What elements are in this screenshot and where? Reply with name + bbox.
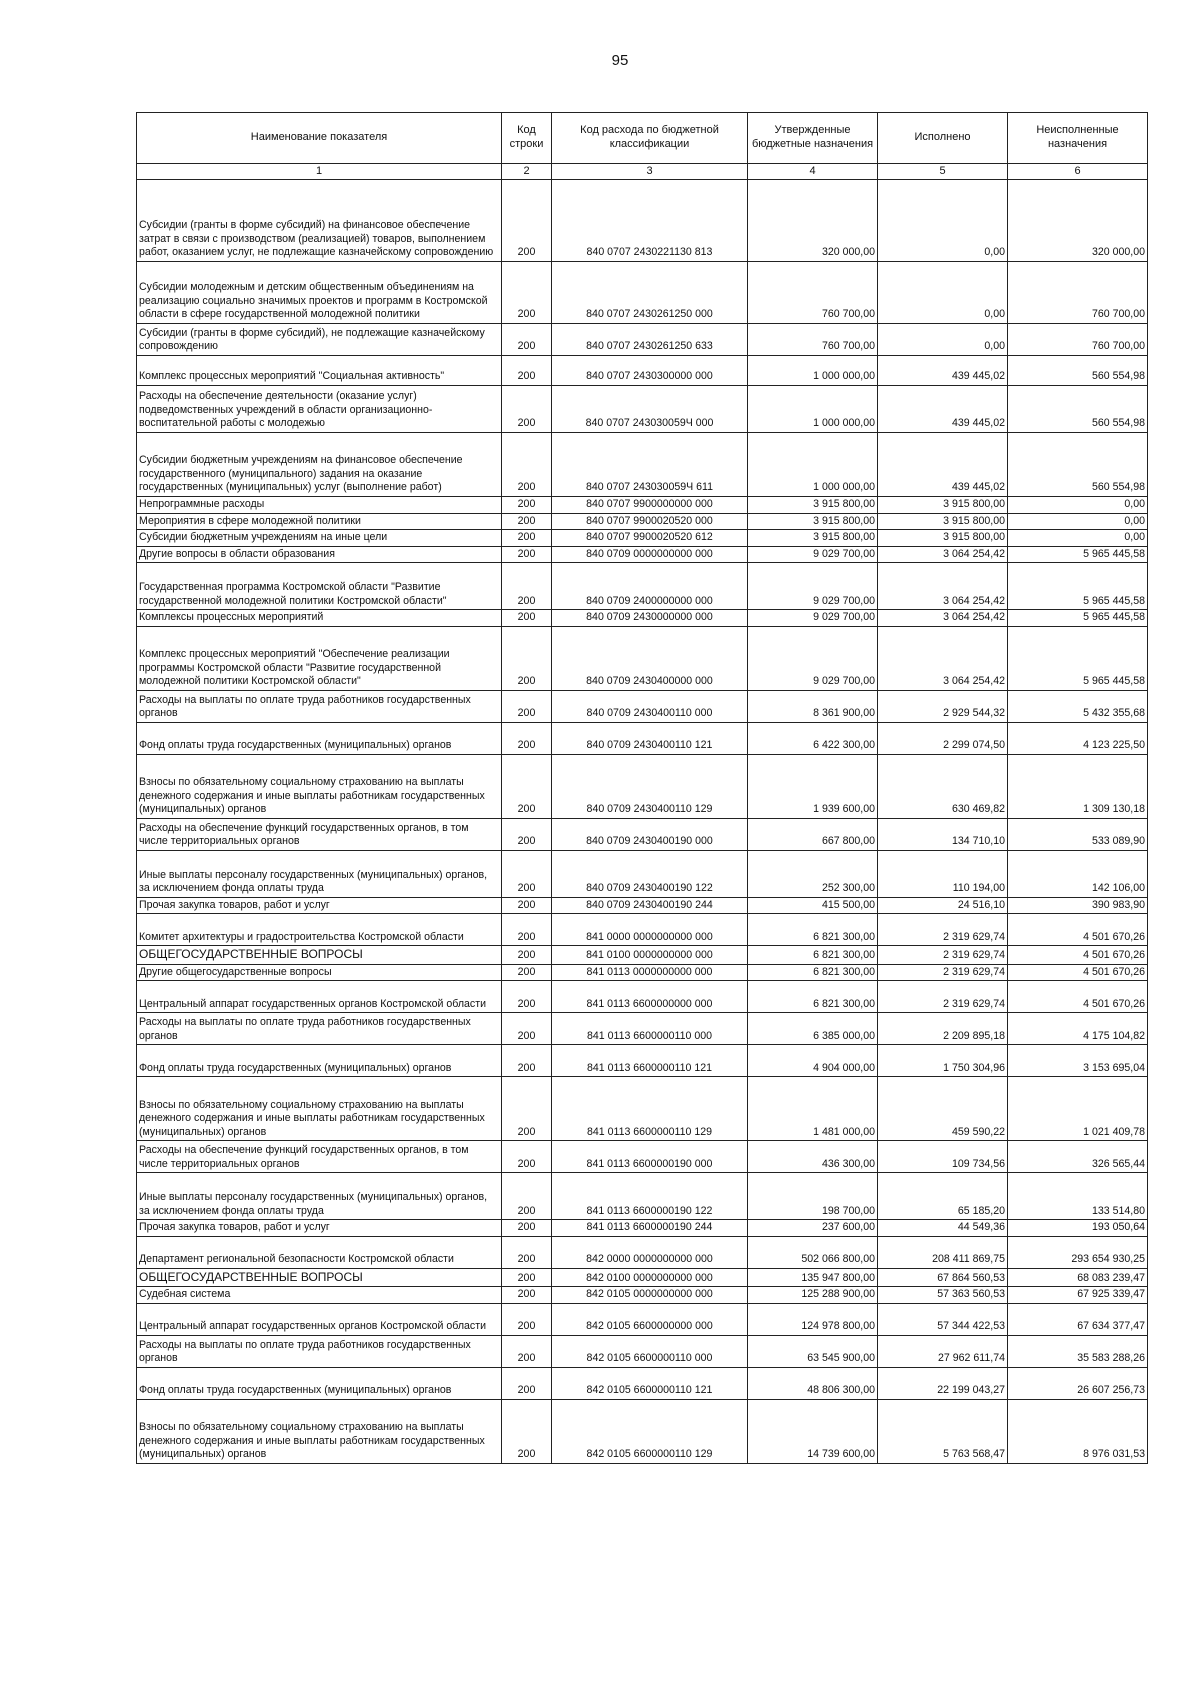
table-cell-approved: 6 422 300,00 [748, 722, 878, 754]
table-row [137, 324, 1148, 356]
table-cell-executed: 3 915 800,00 [878, 513, 1008, 530]
table-cell-classification-code: 841 0113 6600000000 000 [552, 981, 748, 1013]
table-cell-unexecuted: 0,00 [1008, 530, 1148, 547]
table-cell-unexecuted: 293 654 930,25 [1008, 1236, 1148, 1268]
table-cell-classification-code: 841 0113 6600000110 121 [552, 1045, 748, 1077]
table-row [137, 722, 1148, 754]
table-cell-line-code: 200 [502, 1303, 552, 1335]
table-row [137, 1335, 1148, 1367]
table-row [137, 1013, 1148, 1045]
table-cell-name: Субсидии (гранты в форме субсидий), не подлежащие казначейскому сопровождению [137, 324, 502, 356]
table-row [137, 914, 1148, 946]
table-cell-unexecuted: 1 309 130,18 [1008, 754, 1148, 818]
table-cell-name: Непрограммные расходы [137, 497, 502, 514]
table-cell-classification-code: 840 0709 2430400110 000 [552, 690, 748, 722]
table-row [137, 850, 1148, 897]
table-cell-approved: 4 904 000,00 [748, 1045, 878, 1077]
table-cell-executed: 44 549,36 [878, 1220, 1008, 1237]
table-cell-unexecuted: 4 501 670,26 [1008, 914, 1148, 946]
table-cell-approved: 9 029 700,00 [748, 610, 878, 627]
table-row [137, 1045, 1148, 1077]
table-cell-classification-code: 840 0709 0000000000 000 [552, 546, 748, 563]
col-number: 3 [552, 164, 748, 180]
table-row [137, 1287, 1148, 1304]
table-cell-classification-code: 841 0113 0000000000 000 [552, 964, 748, 981]
table-row [137, 1367, 1148, 1399]
table-row [137, 690, 1148, 722]
table-cell-executed: 22 199 043,27 [878, 1367, 1008, 1399]
table-cell-executed: 3 064 254,42 [878, 546, 1008, 563]
table-cell-unexecuted: 533 089,90 [1008, 818, 1148, 850]
table-cell-name: Фонд оплаты труда государственных (муниципальных) органов [137, 1367, 502, 1399]
table-cell-line-code: 200 [502, 546, 552, 563]
table-row [137, 626, 1148, 690]
table-cell-line-code: 200 [502, 850, 552, 897]
table-cell-unexecuted: 560 554,98 [1008, 433, 1148, 497]
table-cell-unexecuted: 5 432 355,68 [1008, 690, 1148, 722]
table-row [137, 180, 1148, 262]
table-cell-approved: 3 915 800,00 [748, 513, 878, 530]
table-cell-approved: 1 939 600,00 [748, 754, 878, 818]
table-cell-name: Расходы на обеспечение деятельности (оказание услуг) подведомственных учреждений в области организационно-воспитательной работы с молодежью [137, 386, 502, 433]
table-cell-approved: 667 800,00 [748, 818, 878, 850]
table-cell-unexecuted: 35 583 288,26 [1008, 1335, 1148, 1367]
table-cell-name: Фонд оплаты труда государственных (муниципальных) органов [137, 1045, 502, 1077]
table-cell-name: Департамент региональной безопасности Костромской области [137, 1236, 502, 1268]
table-cell-approved: 9 029 700,00 [748, 563, 878, 610]
table-cell-line-code: 200 [502, 1141, 552, 1173]
table-cell-unexecuted: 760 700,00 [1008, 262, 1148, 324]
table-cell-line-code: 200 [502, 1287, 552, 1304]
table-cell-name: Субсидии (гранты в форме субсидий) на финансовое обеспечение затрат в связи с производством (реализацией) товаров, выполнением работ, оказанием услуг, не подлежащие казначейскому сопровождению [137, 180, 502, 262]
table-cell-approved: 9 029 700,00 [748, 546, 878, 563]
table-cell-approved: 124 978 800,00 [748, 1303, 878, 1335]
table-cell-unexecuted: 8 976 031,53 [1008, 1399, 1148, 1463]
table-row [137, 964, 1148, 981]
col-header-name: Наименование показателя [137, 113, 502, 164]
table-cell-line-code: 200 [502, 914, 552, 946]
table-cell-unexecuted: 4 175 104,82 [1008, 1013, 1148, 1045]
table-cell-executed: 2 319 629,74 [878, 964, 1008, 981]
table-cell-classification-code: 840 0707 9900000000 000 [552, 497, 748, 514]
table-cell-line-code: 200 [502, 1335, 552, 1367]
table-cell-name: Иные выплаты персоналу государственных (муниципальных) органов, за исключением фонда оплаты труда [137, 1173, 502, 1220]
table-cell-approved: 6 385 000,00 [748, 1013, 878, 1045]
table-cell-unexecuted: 133 514,80 [1008, 1173, 1148, 1220]
table-cell-approved: 320 000,00 [748, 180, 878, 262]
table-cell-line-code: 200 [502, 818, 552, 850]
table-cell-classification-code: 841 0113 6600000190 244 [552, 1220, 748, 1237]
table-cell-name: Другие общегосударственные вопросы [137, 964, 502, 981]
table-cell-executed: 3 915 800,00 [878, 530, 1008, 547]
table-cell-name: Расходы на выплаты по оплате труда работников государственных органов [137, 1335, 502, 1367]
table-cell-line-code: 200 [502, 1077, 552, 1141]
table-cell-name: Комитет архитектуры и градостроительства Костромской области [137, 914, 502, 946]
table-cell-line-code: 200 [502, 981, 552, 1013]
table-cell-unexecuted: 68 083 239,47 [1008, 1268, 1148, 1286]
table-cell-executed: 2 319 629,74 [878, 914, 1008, 946]
table-cell-unexecuted: 560 554,98 [1008, 356, 1148, 386]
table-cell-approved: 125 288 900,00 [748, 1287, 878, 1304]
table-cell-executed: 3 064 254,42 [878, 610, 1008, 627]
table-cell-name: Прочая закупка товаров, работ и услуг [137, 1220, 502, 1237]
table-cell-unexecuted: 0,00 [1008, 513, 1148, 530]
col-number: 6 [1008, 164, 1148, 180]
table-cell-name: Комплексы процессных мероприятий [137, 610, 502, 627]
table-cell-executed: 2 319 629,74 [878, 981, 1008, 1013]
table-cell-classification-code: 840 0707 2430261250 633 [552, 324, 748, 356]
table-cell-line-code: 200 [502, 722, 552, 754]
table-cell-unexecuted: 4 501 670,26 [1008, 946, 1148, 964]
table-cell-unexecuted: 760 700,00 [1008, 324, 1148, 356]
table-cell-unexecuted: 5 965 445,58 [1008, 626, 1148, 690]
table-cell-name: Фонд оплаты труда государственных (муниципальных) органов [137, 722, 502, 754]
table-row [137, 497, 1148, 514]
table-cell-classification-code: 840 0709 2430400110 121 [552, 722, 748, 754]
table-cell-line-code: 200 [502, 530, 552, 547]
table-cell-approved: 8 361 900,00 [748, 690, 878, 722]
table-cell-classification-code: 841 0100 0000000000 000 [552, 946, 748, 964]
table-cell-line-code: 200 [502, 356, 552, 386]
table-cell-classification-code: 840 0709 2430400110 129 [552, 754, 748, 818]
table-cell-classification-code: 840 0709 2430400190 000 [552, 818, 748, 850]
table-cell-classification-code: 840 0707 243030059Ч 000 [552, 386, 748, 433]
table-cell-unexecuted: 67 925 339,47 [1008, 1287, 1148, 1304]
header-row [137, 113, 1148, 164]
table-cell-approved: 1 000 000,00 [748, 386, 878, 433]
table-cell-classification-code: 842 0105 6600000110 121 [552, 1367, 748, 1399]
table-row [137, 818, 1148, 850]
table-cell-name: Государственная программа Костромской области "Развитие государственной молодежной политики Костромской области" [137, 563, 502, 610]
table-cell-classification-code: 840 0707 2430261250 000 [552, 262, 748, 324]
table-cell-classification-code: 842 0105 6600000110 129 [552, 1399, 748, 1463]
table-cell-line-code: 200 [502, 324, 552, 356]
table-cell-approved: 135 947 800,00 [748, 1268, 878, 1286]
col-number: 1 [137, 164, 502, 180]
table-cell-unexecuted: 0,00 [1008, 497, 1148, 514]
table-row [137, 610, 1148, 627]
table-cell-classification-code: 840 0707 243030059Ч 611 [552, 433, 748, 497]
table-cell-name: Расходы на выплаты по оплате труда работников государственных органов [137, 1013, 502, 1045]
table-cell-executed: 57 344 422,53 [878, 1303, 1008, 1335]
table-row [137, 262, 1148, 324]
table-cell-classification-code: 840 0707 9900020520 612 [552, 530, 748, 547]
table-cell-unexecuted: 67 634 377,47 [1008, 1303, 1148, 1335]
table-cell-name: Расходы на обеспечение функций государственных органов, в том числе территориальных органов [137, 818, 502, 850]
table-cell-line-code: 200 [502, 1236, 552, 1268]
table-cell-executed: 2 929 544,32 [878, 690, 1008, 722]
table-cell-approved: 436 300,00 [748, 1141, 878, 1173]
col-number: 4 [748, 164, 878, 180]
table-cell-approved: 1 000 000,00 [748, 433, 878, 497]
table-cell-unexecuted: 3 153 695,04 [1008, 1045, 1148, 1077]
table-row [137, 1220, 1148, 1237]
table-cell-executed: 439 445,02 [878, 356, 1008, 386]
table-cell-approved: 1 481 000,00 [748, 1077, 878, 1141]
table-cell-executed: 2 319 629,74 [878, 946, 1008, 964]
table-cell-executed: 67 864 560,53 [878, 1268, 1008, 1286]
table-row [137, 530, 1148, 547]
table-cell-name: Прочая закупка товаров, работ и услуг [137, 897, 502, 914]
table-cell-approved: 14 739 600,00 [748, 1399, 878, 1463]
table-cell-unexecuted: 142 106,00 [1008, 850, 1148, 897]
col-header-classification-code: Код расхода по бюджетной классификации [552, 113, 748, 164]
table-cell-line-code: 200 [502, 690, 552, 722]
table-cell-executed: 459 590,22 [878, 1077, 1008, 1141]
table-cell-approved: 198 700,00 [748, 1173, 878, 1220]
table-row [137, 1173, 1148, 1220]
table-cell-classification-code: 840 0709 2430400190 244 [552, 897, 748, 914]
table-cell-line-code: 200 [502, 1220, 552, 1237]
table-cell-name: Расходы на обеспечение функций государственных органов, в том числе территориальных органов [137, 1141, 502, 1173]
table-cell-classification-code: 840 0709 2430400190 122 [552, 850, 748, 897]
table-cell-line-code: 200 [502, 1367, 552, 1399]
table-body [137, 180, 1148, 1464]
table-cell-unexecuted: 560 554,98 [1008, 386, 1148, 433]
table-cell-unexecuted: 26 607 256,73 [1008, 1367, 1148, 1399]
table-cell-executed: 439 445,02 [878, 386, 1008, 433]
table-cell-line-code: 200 [502, 626, 552, 690]
table-cell-line-code: 200 [502, 1268, 552, 1286]
table-row [137, 386, 1148, 433]
table-cell-unexecuted: 4 123 225,50 [1008, 722, 1148, 754]
table-cell-name: ОБЩЕГОСУДАРСТВЕННЫЕ ВОПРОСЫ [137, 1268, 502, 1286]
page-number: 95 [611, 52, 629, 69]
table-cell-unexecuted: 5 965 445,58 [1008, 610, 1148, 627]
table-cell-executed: 27 962 611,74 [878, 1335, 1008, 1367]
table-cell-unexecuted: 193 050,64 [1008, 1220, 1148, 1237]
table-cell-classification-code: 841 0113 6600000190 000 [552, 1141, 748, 1173]
table-cell-line-code: 200 [502, 946, 552, 964]
table-cell-approved: 6 821 300,00 [748, 981, 878, 1013]
table-cell-executed: 208 411 869,75 [878, 1236, 1008, 1268]
table-row [137, 897, 1148, 914]
table-cell-executed: 24 516,10 [878, 897, 1008, 914]
table-cell-classification-code: 841 0113 6600000190 122 [552, 1173, 748, 1220]
table-row [137, 754, 1148, 818]
table-cell-line-code: 200 [502, 964, 552, 981]
table-cell-classification-code: 841 0113 6600000110 129 [552, 1077, 748, 1141]
table-cell-name: Комплекс процессных мероприятий "Социальная активность" [137, 356, 502, 386]
table-cell-approved: 6 821 300,00 [748, 964, 878, 981]
table-cell-name: Расходы на выплаты по оплате труда работников государственных органов [137, 690, 502, 722]
table-row [137, 1399, 1148, 1463]
table-cell-executed: 3 915 800,00 [878, 497, 1008, 514]
table-cell-approved: 3 915 800,00 [748, 530, 878, 547]
table-cell-executed: 3 064 254,42 [878, 563, 1008, 610]
table-row [137, 1268, 1148, 1286]
table-cell-unexecuted: 326 565,44 [1008, 1141, 1148, 1173]
table-row [137, 433, 1148, 497]
table-cell-executed: 134 710,10 [878, 818, 1008, 850]
budget-report-table [136, 112, 1148, 1464]
table-cell-approved: 63 545 900,00 [748, 1335, 878, 1367]
table-cell-line-code: 200 [502, 1399, 552, 1463]
table-cell-name: Иные выплаты персоналу государственных (муниципальных) органов, за исключением фонда оплаты труда [137, 850, 502, 897]
table-cell-approved: 760 700,00 [748, 324, 878, 356]
column-number-row [137, 164, 1148, 180]
table-cell-name: Субсидии бюджетным учреждениям на иные цели [137, 530, 502, 547]
table-row [137, 1077, 1148, 1141]
table-cell-line-code: 200 [502, 897, 552, 914]
table-cell-classification-code: 842 0105 0000000000 000 [552, 1287, 748, 1304]
table-cell-line-code: 200 [502, 497, 552, 514]
table-cell-approved: 6 821 300,00 [748, 914, 878, 946]
table-cell-classification-code: 842 0105 6600000000 000 [552, 1303, 748, 1335]
table-cell-line-code: 200 [502, 1013, 552, 1045]
col-number: 2 [502, 164, 552, 180]
table-cell-approved: 6 821 300,00 [748, 946, 878, 964]
table-cell-classification-code: 842 0105 6600000110 000 [552, 1335, 748, 1367]
table-cell-executed: 0,00 [878, 324, 1008, 356]
table-cell-unexecuted: 320 000,00 [1008, 180, 1148, 262]
table-cell-classification-code: 840 0707 9900020520 000 [552, 513, 748, 530]
table-cell-name: Взносы по обязательному социальному страхованию на выплаты денежного содержания и иные выплаты работникам государственных (муниципальных) органов [137, 754, 502, 818]
table-cell-unexecuted: 5 965 445,58 [1008, 546, 1148, 563]
table-cell-approved: 48 806 300,00 [748, 1367, 878, 1399]
table-cell-unexecuted: 4 501 670,26 [1008, 981, 1148, 1013]
col-header-line-code: Код строки [502, 113, 552, 164]
table-row [137, 563, 1148, 610]
table-cell-approved: 237 600,00 [748, 1220, 878, 1237]
table-cell-approved: 760 700,00 [748, 262, 878, 324]
table-cell-line-code: 200 [502, 563, 552, 610]
table-cell-line-code: 200 [502, 513, 552, 530]
table-cell-line-code: 200 [502, 262, 552, 324]
table-cell-executed: 2 209 895,18 [878, 1013, 1008, 1045]
table-cell-executed: 439 445,02 [878, 433, 1008, 497]
table-cell-classification-code: 840 0709 2430400000 000 [552, 626, 748, 690]
table-cell-executed: 630 469,82 [878, 754, 1008, 818]
table-cell-classification-code: 841 0113 6600000110 000 [552, 1013, 748, 1045]
table-cell-classification-code: 842 0000 0000000000 000 [552, 1236, 748, 1268]
table-cell-line-code: 200 [502, 1045, 552, 1077]
table-cell-approved: 3 915 800,00 [748, 497, 878, 514]
table-cell-name: Другие вопросы в области образования [137, 546, 502, 563]
table-row [137, 356, 1148, 386]
table-cell-approved: 1 000 000,00 [748, 356, 878, 386]
table-cell-executed: 57 363 560,53 [878, 1287, 1008, 1304]
table-row [137, 1236, 1148, 1268]
table-cell-unexecuted: 4 501 670,26 [1008, 964, 1148, 981]
table-cell-name: Субсидии молодежным и детским общественным объединениям на реализацию социально значимых проектов и программ в Костромской области в сфере государственной молодежной политики [137, 262, 502, 324]
table-cell-executed: 0,00 [878, 262, 1008, 324]
table-cell-executed: 110 194,00 [878, 850, 1008, 897]
table-cell-line-code: 200 [502, 433, 552, 497]
table-cell-classification-code: 840 0707 2430300000 000 [552, 356, 748, 386]
table-cell-unexecuted: 5 965 445,58 [1008, 563, 1148, 610]
table-cell-name: Комплекс процессных мероприятий "Обеспечение реализации программы Костромской области "Развитие государственной молодежной политики Костромской области" [137, 626, 502, 690]
table-cell-classification-code: 842 0100 0000000000 000 [552, 1268, 748, 1286]
table-cell-name: Субсидии бюджетным учреждениям на финансовое обеспечение государственного (муниципального) задания на оказание государственных (муниципальных) услуг (выполнение работ) [137, 433, 502, 497]
table-row [137, 1141, 1148, 1173]
table-cell-line-code: 200 [502, 180, 552, 262]
table-cell-classification-code: 841 0000 0000000000 000 [552, 914, 748, 946]
table-cell-line-code: 200 [502, 754, 552, 818]
table-row [137, 1303, 1148, 1335]
table-cell-unexecuted: 1 021 409,78 [1008, 1077, 1148, 1141]
table-cell-name: Мероприятия в сфере молодежной политики [137, 513, 502, 530]
col-number: 5 [878, 164, 1008, 180]
table-cell-line-code: 200 [502, 610, 552, 627]
table-cell-executed: 2 299 074,50 [878, 722, 1008, 754]
table-cell-executed: 65 185,20 [878, 1173, 1008, 1220]
table-cell-classification-code: 840 0709 2430000000 000 [552, 610, 748, 627]
table-row [137, 981, 1148, 1013]
table-cell-name: ОБЩЕГОСУДАРСТВЕННЫЕ ВОПРОСЫ [137, 946, 502, 964]
table-cell-name: Центральный аппарат государственных органов Костромской области [137, 1303, 502, 1335]
table-cell-executed: 3 064 254,42 [878, 626, 1008, 690]
table-row [137, 946, 1148, 964]
table-cell-line-code: 200 [502, 386, 552, 433]
table-cell-name: Взносы по обязательному социальному страхованию на выплаты денежного содержания и иные выплаты работникам государственных (муниципальных) органов [137, 1077, 502, 1141]
table-cell-name: Центральный аппарат государственных органов Костромской области [137, 981, 502, 1013]
table-row [137, 546, 1148, 563]
table-cell-line-code: 200 [502, 1173, 552, 1220]
table-cell-name: Взносы по обязательному социальному страхованию на выплаты денежного содержания и иные выплаты работникам государственных (муниципальных) органов [137, 1399, 502, 1463]
table-cell-executed: 1 750 304,96 [878, 1045, 1008, 1077]
col-header-unexecuted: Неисполненные назначения [1008, 113, 1148, 164]
table-row [137, 513, 1148, 530]
table-cell-classification-code: 840 0709 2400000000 000 [552, 563, 748, 610]
table-cell-approved: 252 300,00 [748, 850, 878, 897]
col-header-executed: Исполнено [878, 113, 1008, 164]
table-cell-executed: 0,00 [878, 180, 1008, 262]
table-cell-approved: 9 029 700,00 [748, 626, 878, 690]
col-header-approved: Утвержденные бюджетные назначения [748, 113, 878, 164]
table-cell-name: Судебная система [137, 1287, 502, 1304]
table-cell-executed: 5 763 568,47 [878, 1399, 1008, 1463]
table-cell-classification-code: 840 0707 2430221130 813 [552, 180, 748, 262]
table-cell-approved: 415 500,00 [748, 897, 878, 914]
table-cell-unexecuted: 390 983,90 [1008, 897, 1148, 914]
table-cell-approved: 502 066 800,00 [748, 1236, 878, 1268]
table-cell-executed: 109 734,56 [878, 1141, 1008, 1173]
